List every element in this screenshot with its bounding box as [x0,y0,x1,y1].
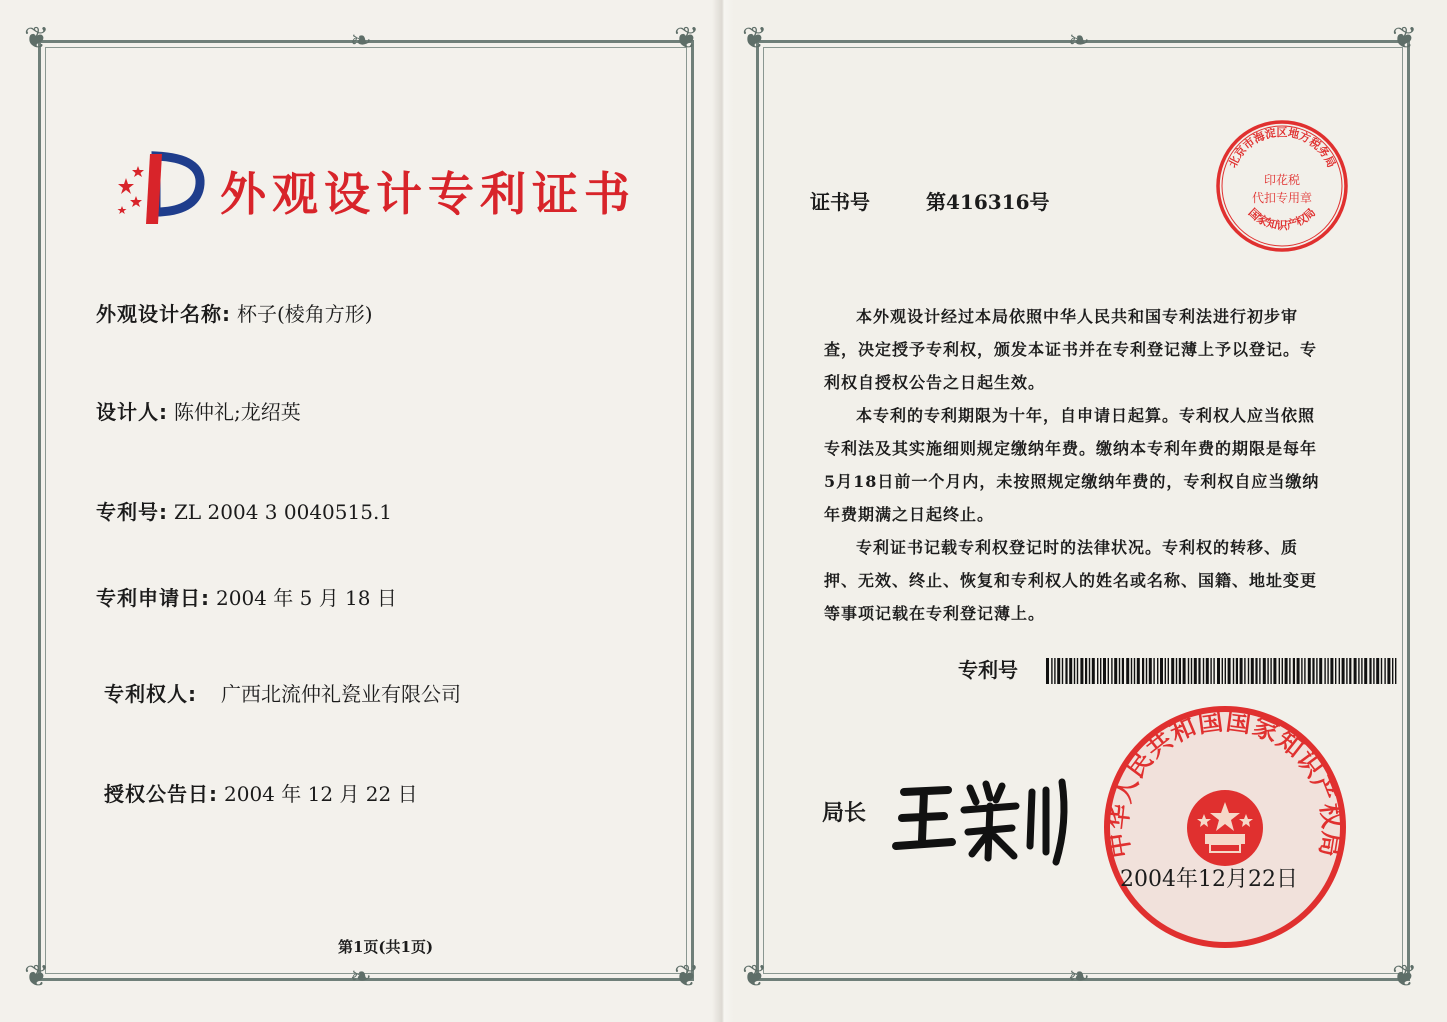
body-paragraph: 专利证书记载专利权登记时的法律状况。专利权的转移、质押、无效、终止、恢复和专利权人的姓名或名称、国籍、地址变更等事项记载在专利登记薄上。 [824,538,1318,623]
barcode-bar [1085,658,1087,684]
director-label: 局长 [822,801,867,826]
barcode-bar [1142,658,1144,684]
barcode-bar [1080,658,1083,684]
barcode-bar [1225,658,1226,684]
barcode-bar [1183,658,1186,684]
barcode-bar [1312,658,1314,684]
body-paragraph: 本专利的专利期限为十年，自申请日起算。专利权人应当依照专利法及其实施细则规定缴纳年费。缴纳本专利年费的期限是每年5月18日前一个月内，未按照规定缴纳年费的，专利权自应当缴纳年费期满之日起终止。 [824,406,1320,524]
barcode-bar [1330,658,1333,684]
barcode-bar [1248,658,1249,684]
corner-ornament-icon: ❦ [742,21,768,56]
barcode-bar [1111,658,1112,684]
tax-seal-stamp [1212,116,1352,256]
svg-text:北京市海淀区地方税务局 [1226,125,1338,170]
barcode-bar [1100,658,1101,684]
field-design-name [96,298,373,327]
certificate-body [824,300,1324,630]
field-patent-no [96,496,392,525]
certificate-title: 外观设计专利证书 [220,167,636,221]
barcode-bar [1327,658,1328,684]
barcode-bar [1203,658,1204,684]
body-paragraph: 本外观设计经过本局依照中华人民共和国专利法进行初步审查，决定授予专利权，颁发本证书并在专利登记薄上予以登记。专利权自授权公告之日起生效。 [824,307,1318,392]
edge-ornament-icon: ❧ [350,962,372,992]
barcode-bar [1369,658,1371,684]
field-label: 设计人: [96,400,168,424]
barcode-bar [1160,658,1163,684]
barcode-label: 专利号 [958,658,1018,682]
barcode-bar [1293,658,1295,684]
certificate-number-label: 证书号 [810,190,870,214]
barcode-bar [1194,658,1197,684]
barcode-bar [1126,658,1129,684]
issue-date: 2004年12月22日 [1120,867,1298,892]
barcode-bar [1387,658,1390,684]
barcode-bar [1119,658,1120,684]
barcode-bar [1065,658,1067,684]
barcode-bar [1279,658,1280,684]
barcode-bar [1062,658,1063,684]
barcode-bar [1134,658,1135,684]
barcode-bar [1210,658,1211,684]
barcode-bar [1217,658,1220,684]
barcode-bar [1251,658,1254,684]
barcode-bar [1198,658,1200,684]
barcode-bar [1168,658,1169,684]
barcode-bar [1354,658,1357,684]
barcode-bar [1342,658,1345,684]
field-label: 授权公告日: [104,782,218,806]
corner-ornament-icon: ❦ [674,21,700,56]
field-value: ZL 2004 3 0040515.1 [174,500,393,524]
barcode-bar [1146,658,1147,684]
certificate-number-value: 第416316号 [926,190,1050,214]
national-ip-office-seal [1100,702,1350,952]
field-value: 2004 年 12 月 22 日 [224,782,418,806]
field-value: 陈仲礼;龙绍英 [174,400,301,424]
barcode-bar [1097,658,1098,684]
director-signature [886,762,1076,872]
barcode-bar [1051,658,1052,684]
barcode-bar [1304,658,1305,684]
barcode-bar [1255,658,1257,684]
barcode-bar [1301,658,1302,684]
field-label: 专利号: [96,500,168,524]
barcode-bar [1188,658,1189,684]
barcode-bar [1297,658,1300,684]
national-emblem-icon [1187,790,1263,866]
center-fold [712,0,734,1022]
barcode-bar [1054,658,1055,684]
barcode-bar [1131,658,1132,684]
field-label: 外观设计名称: [96,302,231,326]
patent-barcode [1046,658,1400,684]
tax-seal-center-line2: 代扣专用章 [1251,191,1313,205]
barcode-bar [1373,658,1374,684]
barcode-bar [1114,658,1117,684]
barcode-bar [1263,658,1266,684]
barcode-bar [1364,658,1367,684]
barcode-bar [1171,658,1174,684]
barcode-bar [1335,658,1336,684]
barcode-bar [1267,658,1268,684]
barcode-bar [1395,658,1396,684]
barcode-bar [1206,658,1209,684]
corner-ornament-icon: ❦ [1392,21,1418,56]
barcode-bar [1240,658,1243,684]
barcode-bar [1289,658,1290,684]
page-footer: 第1页(共1页) [338,938,434,956]
field-value: 广西北流仲礼瓷业有限公司 [221,682,461,706]
barcode-bar [1108,658,1109,684]
edge-ornament-icon: ❧ [350,26,372,56]
barcode-bar [1376,658,1379,684]
barcode-bar [1074,658,1075,684]
barcode-bar [1213,658,1214,684]
field-patentee [104,678,461,707]
barcode-bar [1349,658,1351,684]
barcode-bar [1153,658,1154,684]
barcode-bar [1179,658,1181,684]
barcode-bar [1089,658,1090,684]
barcode-bar [1244,658,1245,684]
tax-seal-bottom-text: 国家知识产权局 [1245,205,1319,232]
barcode-bar [1392,658,1393,684]
tax-seal-center-line1: 印花税 [1263,173,1301,187]
barcode-bar [1057,658,1060,684]
barcode-bar [1358,658,1359,684]
barcode-bar [1346,658,1347,684]
barcode-bar [1273,658,1276,684]
corner-ornament-icon: ❦ [1392,959,1418,994]
barcode-bar [1046,658,1049,684]
barcode-bar [1233,658,1234,684]
certificate-number [810,186,1050,215]
corner-ornament-icon: ❦ [742,959,768,994]
barcode-bar [1165,658,1166,684]
edge-ornament-icon: ❧ [1068,962,1090,992]
barcode-bar [1270,658,1271,684]
barcode-bar [1308,658,1311,684]
barcode-bar [1228,658,1231,684]
barcode-bar [1222,658,1223,684]
barcode-bar [1157,658,1158,684]
corner-ornament-icon: ❦ [24,21,50,56]
barcode-bar [1259,658,1260,684]
barcode-bar [1176,658,1177,684]
barcode-bar [1381,658,1382,684]
patent-logo-icon [112,148,212,228]
svg-text:国家知识产权局 [1246,205,1318,232]
barcode-bar [1282,658,1283,684]
tax-seal-ring-text: 北京市海淀区地方税务局 [1225,125,1339,170]
field-value: 杯子(棱角方形) [237,302,373,326]
barcode-bar [1122,658,1124,684]
field-grant-date [104,778,418,807]
field-label: 专利权人: [104,682,197,706]
barcode-bar [1319,658,1322,684]
barcode-bar [1339,658,1340,684]
barcode-bar [1137,658,1140,684]
barcode-bar [1149,658,1152,684]
barcode-bar [1077,658,1078,684]
field-label: 专利申请日: [96,586,210,610]
barcode-bar [1103,658,1106,684]
field-value: 2004 年 5 月 18 日 [216,586,397,610]
field-designer [96,396,301,425]
barcode-bar [1191,658,1192,684]
seal-ring-text: 中华人民共和国国家知识产权局 [1103,706,1347,860]
edge-ornament-icon: ❧ [1068,26,1090,56]
corner-ornament-icon: ❦ [674,959,700,994]
field-filing-date [96,582,397,611]
barcode-bar [1092,658,1095,684]
barcode-bar [1285,658,1288,684]
barcode-bar [1384,658,1385,684]
barcode-bar [1069,658,1072,684]
barcode-bar [1361,658,1362,684]
corner-ornament-icon: ❦ [24,959,50,994]
barcode-bar [1316,658,1317,684]
barcode-bar [1236,658,1238,684]
barcode-bar [1324,658,1325,684]
